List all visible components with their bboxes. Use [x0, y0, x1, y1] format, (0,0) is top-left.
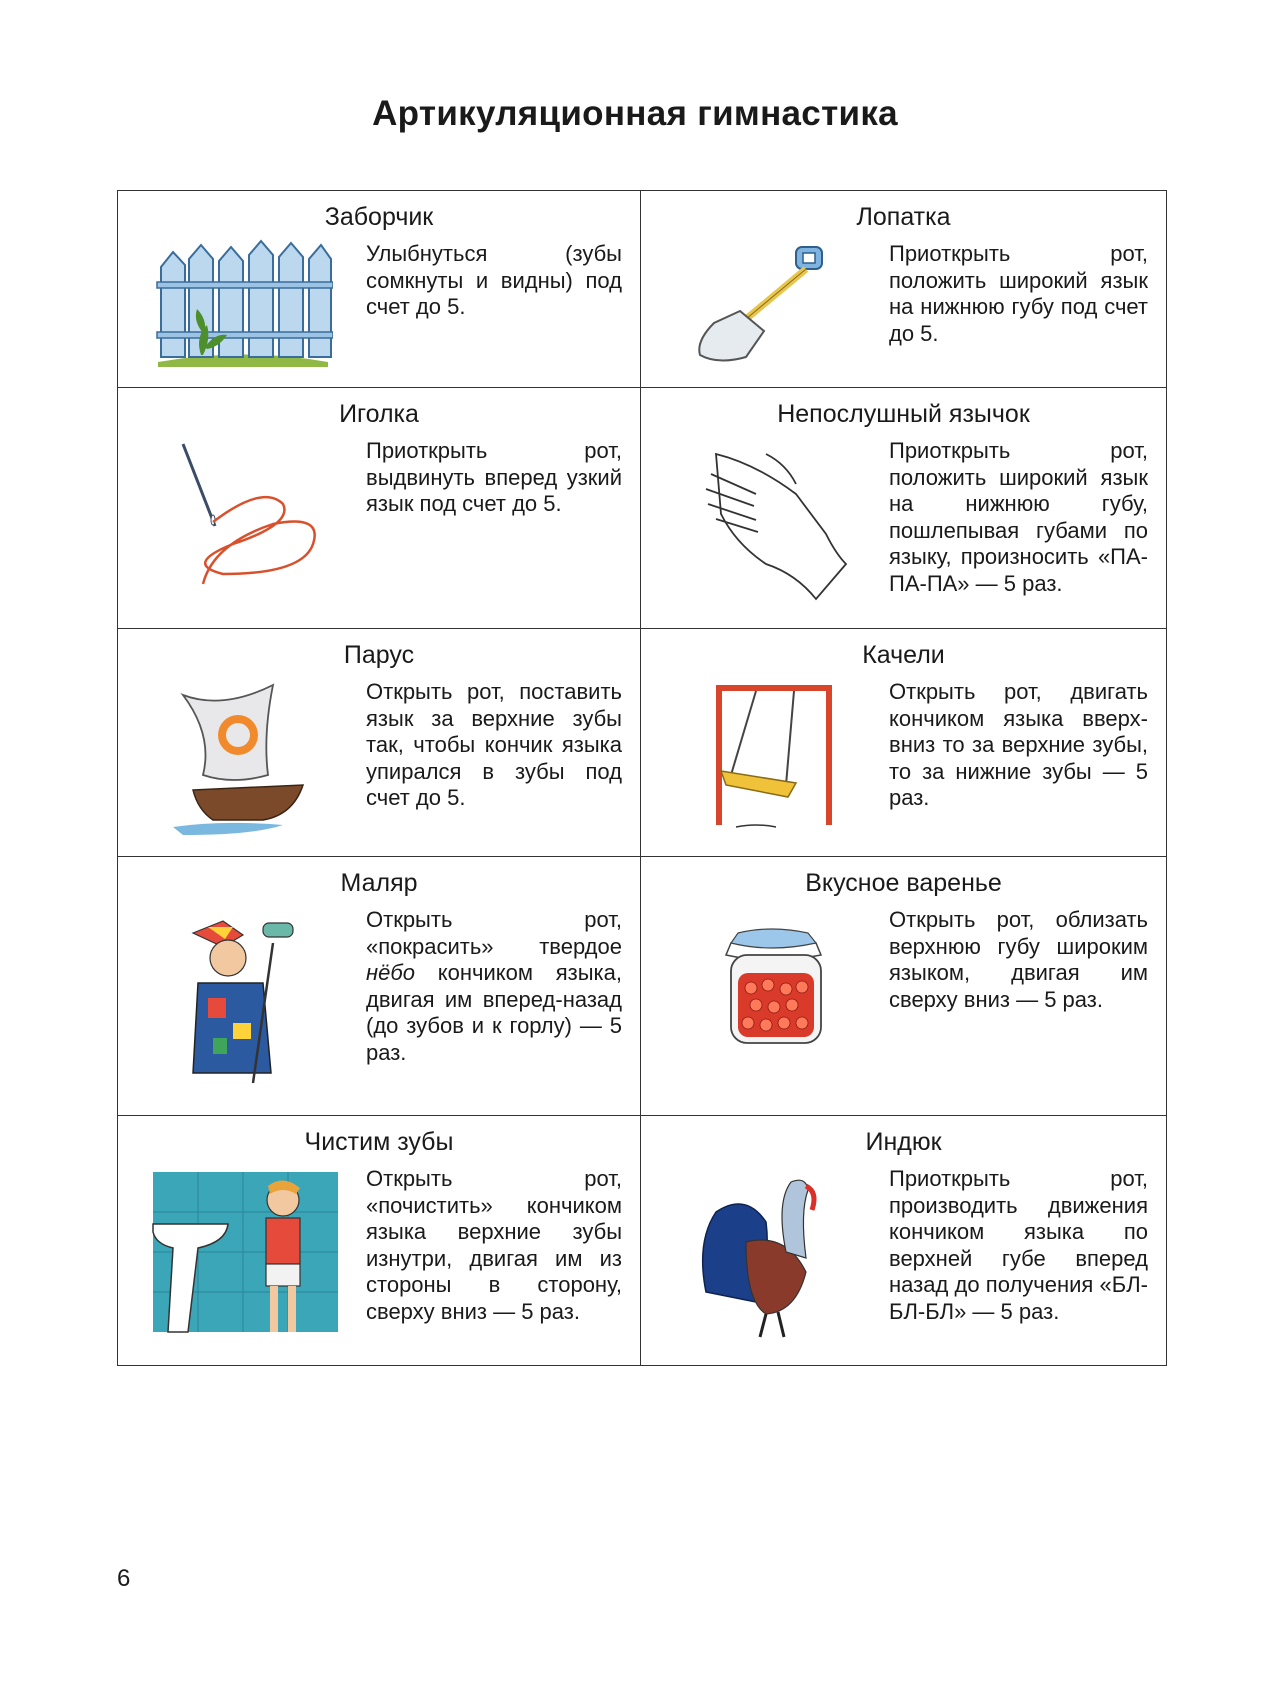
shovel-illustration: [661, 237, 871, 387]
exercise-title: Качели: [862, 641, 945, 669]
exercise-description: Улыбнуться (зубы сомкнуты и видны) под счет до 5.: [366, 241, 622, 319]
exercise-cell: [118, 1116, 641, 1366]
exercise-cell: [641, 191, 1167, 388]
description-italic: нёбо: [366, 960, 415, 985]
swing-illustration: [661, 675, 871, 825]
exercise-cell: [118, 629, 641, 857]
exercise-cell: [641, 857, 1167, 1116]
table-row: [118, 1116, 1167, 1366]
table-row: [118, 857, 1167, 1116]
sailboat-illustration: [138, 675, 348, 825]
description-text: кончиком языка, двигая им вперед-назад (до зубов и к горлу) — 5 раз.: [366, 960, 622, 1065]
exercise-title: Чистим зубы: [304, 1128, 454, 1156]
exercise-title: Вкусное варенье: [805, 869, 1002, 897]
exercise-cell: [118, 191, 641, 388]
exercise-description: Открыть рот, облизать верхнюю губу широким языком, двигая им сверху вниз — 5 раз.: [889, 907, 1148, 1012]
page-title: Артикуляционная гимнастика: [372, 94, 898, 133]
exercise-cell: [118, 857, 641, 1116]
exercise-description: [348, 903, 622, 1066]
hands-illustration: [661, 434, 871, 584]
exercise-description: Приоткрыть рот, положить широкий язык на нижнюю губу под счет до 5.: [889, 241, 1148, 346]
exercise-cell: [641, 1116, 1167, 1366]
exercise-title: Парус: [343, 641, 415, 669]
exercise-cell: [641, 629, 1167, 857]
exercise-cell: [118, 388, 641, 629]
table-row: [118, 629, 1167, 857]
exercise-title: Индюк: [865, 1128, 942, 1156]
exercise-table: [117, 190, 1167, 1366]
exercise-title: Маляр: [340, 869, 418, 897]
turkey-illustration: [661, 1162, 871, 1312]
description-text: Открыть рот, «покрасить» твердое: [366, 907, 622, 959]
exercise-description: Открыть рот, двигать кончиком языка вверх-вниз то за верхние зубы, то за нижние зубы — 5 раз.: [889, 679, 1148, 810]
exercise-description: Открыть рот, «почистить» кончиком языка верхние зубы изнутри, двигая им из стороны в сторону, сверху вниз — 5 раз.: [366, 1166, 622, 1324]
table-row: [118, 191, 1167, 388]
painter-illustration: [138, 903, 348, 1053]
table-row: [118, 388, 1167, 629]
exercise-title: Заборчик: [324, 203, 434, 231]
exercise-description: Приоткрыть рот, выдвинуть вперед узкий язык под счет до 5.: [366, 438, 622, 516]
needle-illustration: [138, 434, 348, 584]
exercise-description: Открыть рот, поставить язык за верхние зубы так, чтобы кончик языка упирался в зубы под счет до 5.: [366, 679, 622, 810]
fence-illustration: [138, 237, 348, 387]
exercise-cell: [641, 388, 1167, 629]
brushing-teeth-illustration: [138, 1162, 348, 1312]
exercise-title: Непослушный язычок: [777, 400, 1030, 428]
exercise-description: Приоткрыть рот, положить широкий язык на нижнюю губу, пошлепывая губами по языку, произносить «ПА-ПА-ПА» — 5 раз.: [889, 438, 1148, 596]
page-number: 6: [117, 1565, 131, 1592]
exercise-title: Лопатка: [856, 203, 951, 231]
jam-jar-illustration: [661, 903, 871, 1053]
exercise-title: Иголка: [339, 400, 419, 428]
exercise-description: Приоткрыть рот, производить движения кончиком языка по верхней губе вперед назад до получения «БЛ-БЛ-БЛ» — 5 раз.: [889, 1166, 1148, 1324]
